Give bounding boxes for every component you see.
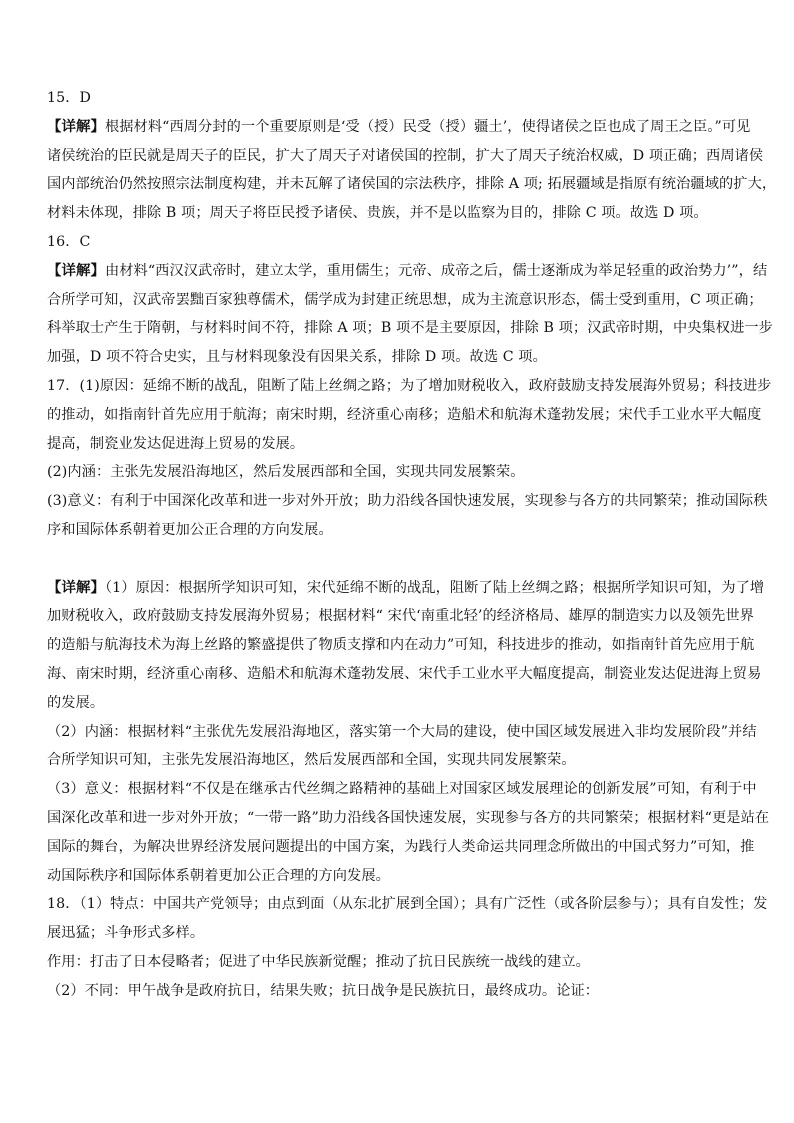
text-line (47, 833, 782, 862)
text-line (47, 977, 782, 1006)
line-text: 根据材料“西周分封的一个重要原则是‘受（授）民受（授）疆土’，使得诸侯之臣也成了周王之臣。”可见 (104, 118, 751, 135)
explanation-tag: 【详解】 (47, 262, 105, 279)
text-line (47, 170, 782, 199)
text-line (47, 919, 782, 948)
line-text: 18．（1）特点：中国共产党领导；由点到面（从东北扩展到全国）；具有广泛性（或各阶层参与）；具有自发性；发 (47, 896, 768, 913)
line-text: 展迅猛；斗争形式多样。 (47, 925, 205, 942)
line-text: 合所学知识可知，主张先发展沿海地区，然后发展西部和全国，实现共同发展繁荣。 (47, 752, 576, 769)
text-line (47, 775, 782, 804)
document-body (47, 84, 782, 1006)
text-line (47, 948, 782, 977)
line-text: （1）原因：根据所学知识可知，宋代延绵不断的战乱，阻断了陆上丝绸之路；根据所学知识可知，为了增 (104, 579, 765, 596)
text-line (47, 257, 782, 286)
line-text: 动国际秩序和国际体系朝着更加公正合理的方向发展。 (47, 867, 390, 884)
line-text: 16．C (47, 233, 91, 250)
text-line (47, 286, 782, 315)
text-line (47, 602, 782, 631)
explanation-tag: 【详解】 (47, 118, 105, 135)
line-text: 加强，D 项不符合史实，且与材料现象没有因果关系，排除 D 项。故选 C 项。 (47, 349, 547, 366)
line-text: 材料未体现，排除 B 项；周天子将臣民授予诸侯、贵族，并不是以监察为目的，排除 C 项。故选 D 项。 (47, 205, 708, 222)
text-line (47, 199, 782, 228)
line-text: （2）不同：甲午战争是政府抗日，结果失败；抗日战争是民族抗日，最终成功。论证： (47, 982, 600, 999)
explanation-tag: 【详解】 (47, 579, 105, 596)
text-line (47, 142, 782, 171)
blank-line (47, 545, 782, 574)
text-line (47, 718, 782, 747)
line-text: 17．(1)原因：延绵不断的战乱，阻断了陆上丝绸之路；为了增加财税收入，政府鼓励支持发展海外贸易；科技进步 (47, 377, 772, 394)
text-line (47, 804, 782, 833)
text-line (47, 372, 782, 401)
line-text: 的发展。 (47, 694, 105, 711)
line-text: 国内部统治仍然按照宗法制度构建，并未瓦解了诸侯国的宗法秩序，排除 A 项; 拓展疆域是指原有统治疆域的扩大， (47, 176, 777, 193)
line-text: 诸侯统治的臣民就是周天子的臣民，扩大了周天子对诸侯国的控制，扩大了周天子统治权威，D 项正确；西周诸侯 (47, 147, 764, 164)
text-line (47, 487, 782, 516)
line-text: 的造船与航海技术为海上丝路的繁盛提供了物质支撑和内在动力”可知，科技进步的推动，如指南针首先应用于航 (47, 637, 755, 654)
text-line (47, 430, 782, 459)
line-text: (2)内涵：主张先发展沿海地区，然后发展西部和全国，实现共同发展繁荣。 (47, 464, 525, 481)
line-text: （3）意义：根据材料“不仅是在继承古代丝绸之路精神的基础上对国家区域发展理论的创新发展”可知，有利于中 (47, 781, 757, 798)
line-text: 合所学可知，汉武帝罢黜百家独尊儒术，儒学成为封建正统思想，成为主流意识形态，儒士受到重用，C 项正确； (47, 291, 763, 308)
text-line (47, 113, 782, 142)
text-line (47, 862, 782, 891)
line-text: （2）内涵：根据材料“主张优先发展沿海地区，落实第一个大局的建设，使中国区域发展进入非均发展阶段”并结 (47, 723, 757, 740)
line-text: (3)意义：有利于中国深化改革和进一步对外开放；助力沿线各国快速发展，实现参与各方的共同繁荣；推动国际秩 (47, 493, 768, 510)
line-text: 作用：打击了日本侵略者；促进了中华民族新觉醒；推动了抗日民族统一战线的建立。 (47, 953, 590, 970)
line-text: 国深化改革和进一步对外开放；“一带一路”助力沿线各国快速发展，实现参与各方的共同繁荣；根据材料“更是站在 (47, 809, 770, 826)
text-line (47, 84, 782, 113)
line-text: 国际的舞台，为解决世界经济发展问题提出的中国方案，为践行人类命运共同理念所做出的中国式努力”可知，推 (47, 838, 755, 855)
line-text: 提高，制瓷业发达促进海上贸易的发展。 (47, 435, 305, 452)
text-line (47, 516, 782, 545)
line-text: 加财税收入，政府鼓励支持发展海外贸易；根据材料“ 宋代‘南重北轻’的经济格局、雄厚的制造实力以及领先世界 (47, 608, 754, 625)
text-line (47, 401, 782, 430)
text-line (47, 228, 782, 257)
line-text: 海、南宋时期，经济重心南移、造船术和航海术蓬勃发展、宋代手工业水平大幅度提高，制瓷业发达促进海上贸易 (47, 665, 762, 682)
line-text: 序和国际体系朝着更加公正合理的方向发展。 (47, 521, 333, 538)
text-line (47, 660, 782, 689)
text-line (47, 458, 782, 487)
line-text: 科举取士产生于隋朝，与材料时间不符，排除 A 项；B 项不是主要原因，排除 B 项；汉武帝时期，中央集权进一步 (47, 320, 773, 337)
text-line (47, 746, 782, 775)
text-line (47, 314, 782, 343)
text-line (47, 890, 782, 919)
text-line (47, 574, 782, 603)
line-text: 由材料“西汉汉武帝时，建立太学，重用儒生；元帝、成帝之后，儒士逐渐成为举足轻重的政治势力’”，结 (104, 262, 768, 279)
text-line (47, 631, 782, 660)
line-text: 的推动，如指南针首先应用于航海；南宋时期，经济重心南移；造船术和航海术蓬勃发展；宋代手工业水平大幅度 (47, 406, 762, 423)
text-line (47, 689, 782, 718)
line-text: 15．D (47, 90, 92, 106)
text-line (47, 343, 782, 372)
